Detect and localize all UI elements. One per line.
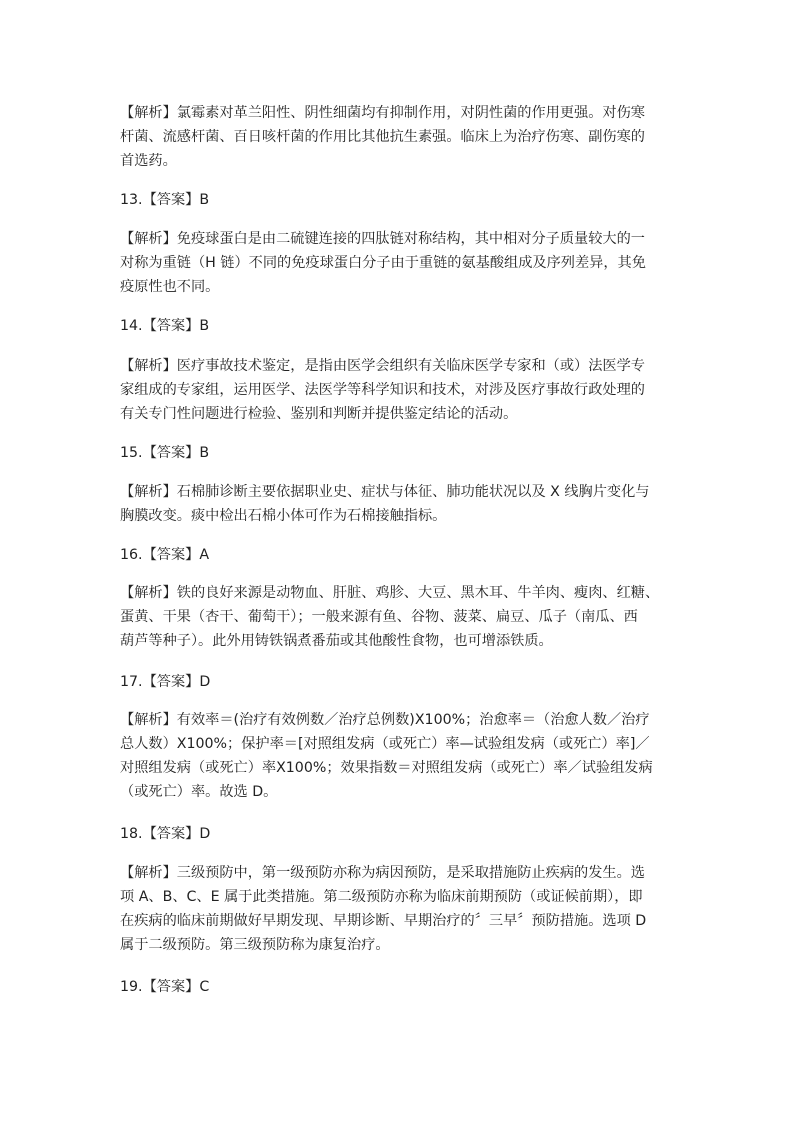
explanation-13: 【解析】免疫球蛋白是由二硫键连接的四肽链对称结构，其中相对分子质量较大的一 对称为重链（H 链）不同的免疫球蛋白分子由于重链的氨基酸组成及序列差异，其免 疫原性也不同。 [120,231,646,295]
answer-13: 13.【答案】B [120,192,210,208]
answer-14: 14.【答案】B [120,318,210,334]
explanation-12: 【解析】氯霉素对革兰阳性、阴性细菌均有抑制作用，对阴性菌的作用更强。对伤寒 杆菌、流感杆菌、百日咳杆菌的作用比其他抗生素强。临床上为治疗伤寒、副伤寒的 首选药。 [120,105,645,169]
explanation-17: 【解析】有效率＝(治疗有效例数／治疗总例数)X100%；治愈率＝（治愈人数／治疗 总人数）X100%；保护率＝[对照组发病（或死亡）率—试验组发病（或死亡）率]／ 对照组发病（或死亡）率X100%；效果指数＝对照组发病（或死亡）率／试验组发病 （或死亡）率。故选 D。 [120,712,653,800]
answer-16: 16.【答案】A [120,547,210,563]
answer-18: 18.【答案】D [120,826,211,842]
answer-19: 19.【答案】C [120,979,210,995]
explanation-15: 【解析】石棉肺诊断主要依据职业史、症状与体征、肺功能状况以及 X 线胸片变化与 胸膜改变。痰中检出石棉小体可作为石棉接触指标。 [120,484,650,524]
explanation-18: 【解析】三级预防中，第一级预防亦称为病因预防，是采取措施防止疾病的发生。选 项 A、B、C、E 属于此类措施。第二级预防亦称为临床前期预防（或证候前期），即 在疾病的临床前期做好早期发现、早期诊断、早期治疗的〞三早〞预防措施。选项 D 属于二级预防。第三级预防称为康复治疗。 [120,865,647,953]
answer-15: 15.【答案】B [120,445,210,461]
explanation-14: 【解析】医疗事故技术鉴定，是指由医学会组织有关临床医学专家和（或）法医学专 家组成的专家组，运用医学、法医学等科学知识和技术，对涉及医疗事故行政处理的 有关专门性问题进行检验、鉴别和判断并提供鉴定结论的活动。 [120,358,645,422]
explanation-16: 【解析】铁的良好来源是动物血、肝脏、鸡胗、大豆、黑木耳、牛羊肉、瘦肉、红糖、 蛋黄、干果（杏干、葡萄干）；一般来源有鱼、谷物、菠菜、扁豆、瓜子（南瓜、西 葫芦等种子）。此外用铸铁锅煮番茄或其他酸性食物，也可增添铁质。 [120,585,660,649]
answer-17: 17.【答案】D [120,674,211,690]
